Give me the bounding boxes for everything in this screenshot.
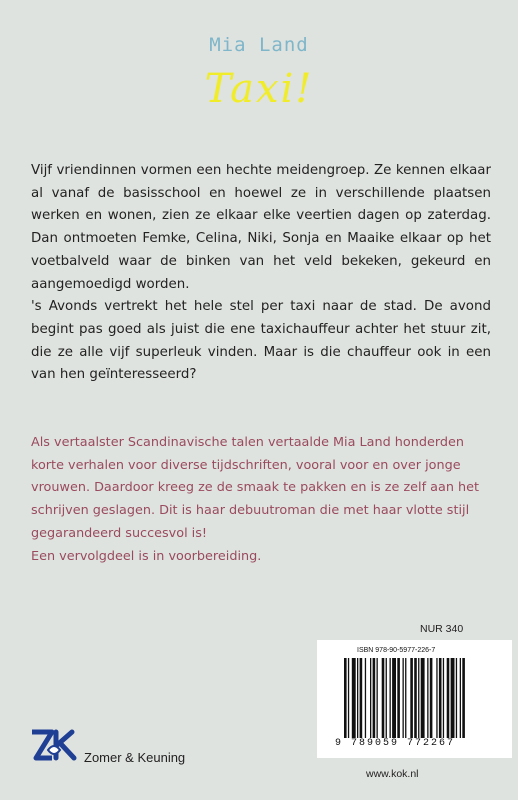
barcode-bars [344,658,504,738]
blurb-paragraph: 's Avonds vertrekt het hele stel per taxi naar de stad. De avond begint pas goed als juist die ene taxichauffeur achter het stuur zit, die ze alle vijf superleuk vinden. Maar is die chauffeur ook in een van hen geïnteresseerd? [31,299,491,383]
blurb-paragraph: Vijf vriendinnen vormen een hechte meidengroep. Ze kennen elkaar al vanaf de basisschool en hoewel ze in verschillende plaatsen werken en wonen, zien ze elkaar elke veertien dagen op zaterdag. Dan ontmoeten Femke, Celina, Niki, Sonja en Maaike elkaar op het voetbalveld waar de binken van het veld bekeken, gekeurd en aangemoedigd worden. [31,163,491,292]
bio-paragraph: Een vervolgdeel is in voorbereiding. [31,548,262,564]
blurb-text [31,160,491,387]
isbn-label: ISBN 978-90-5977-226-7 [357,647,436,654]
publisher-website: www.kok.nl [366,768,419,780]
nur-code: NUR 340 [420,623,464,635]
barcode-panel [317,640,512,758]
publisher-name: Zomer & Keuning [84,750,186,765]
author-bio [31,432,491,568]
zk-logo-icon [30,728,78,764]
author-name: Mia Land [209,34,309,56]
barcode-digits: 9 789059 772267 [335,738,456,749]
bio-paragraph: Als vertaalster Scandinavische talen vertaalde Mia Land honderden korte verhalen voor diverse tijdschriften, vooral voor en over jonge vrouwen. Daardoor kreeg ze de smaak te pakken en is ze zelf aan het schrijven geslagen. Dit is haar debuutroman die met haar vlotte stijl gegarandeerd succesvol is! [31,435,480,541]
book-title: Taxi! [204,66,314,112]
